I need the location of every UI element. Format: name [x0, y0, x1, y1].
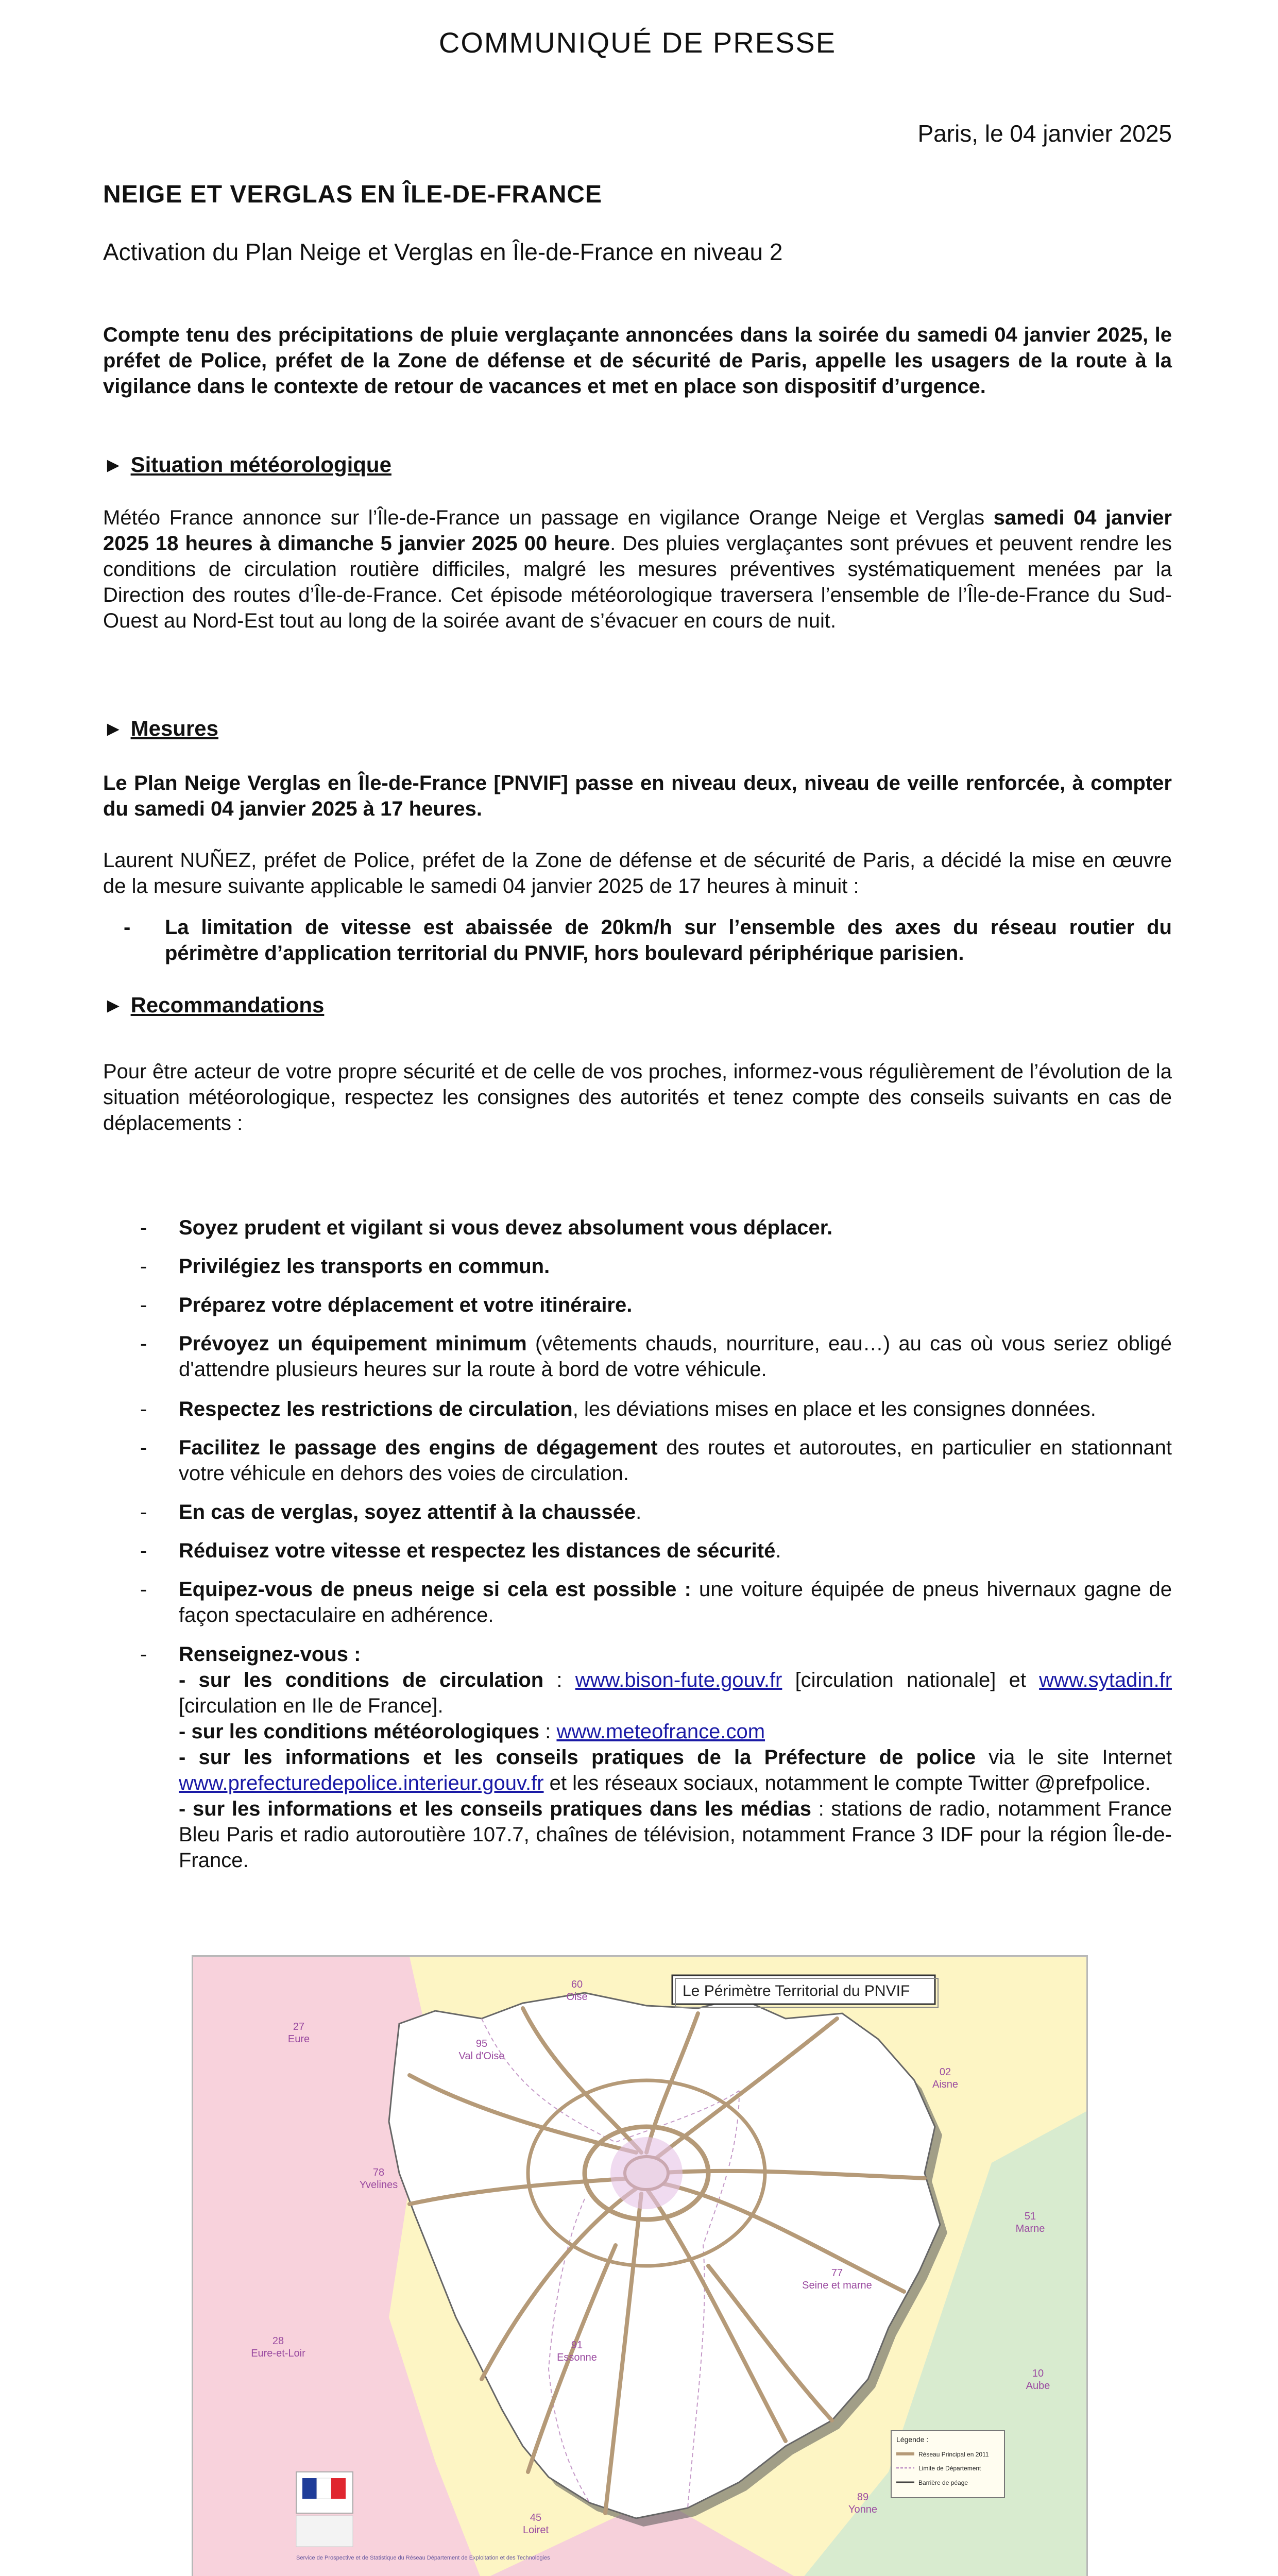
dept-name: Val d'Oise [458, 2050, 505, 2062]
pnvif-map-svg [193, 1957, 1086, 2576]
headline: NEIGE ET VERGLAS EN ÎLE-DE-FRANCE [103, 181, 603, 208]
section-meteo-heading: ► Situation météorologique [103, 452, 391, 477]
dept-name: Aube [1026, 2380, 1050, 2392]
reco-item: - Equipez-vous de pneus neige si cela est possible : une voiture équipée de pneus hivernaux gagne de façon spectaculaire en adhérence. [140, 1578, 1172, 1626]
dept-name: Marne [1015, 2223, 1045, 2234]
dept-num: 10 [1032, 2368, 1044, 2379]
dept-num: 77 [831, 2267, 843, 2279]
pnvif-map [192, 1955, 1088, 2576]
dept-name: Eure-et-Loir [251, 2348, 305, 2359]
dept-name: Seine et marne [802, 2280, 872, 2291]
reco-item-renseignez-vous: - Renseignez-vous : - sur les conditions de circulation : www.bison-fute.gouv.fr [circulation nationale] et www.sytadin.fr [circulation en Ile de France]. - sur les conditions météorologiques : www.meteofrance.com - sur les informations et les conseils pratiques de la Préfecture de police via le site Internet www.prefecturedepolice.interieur.gouv.fr et les réseaux sociaux, notamment le compte Twitter @prefpolice. - sur les informations et les conseils pratiques dans les médias : stations de radio, notamment France Bleu Paris et radio autoroutière 107.7, chaînes de télévision, notamment France 3 IDF pour la région Île-de-France. [140, 1643, 1172, 1872]
legend-item: Barrière de péage [918, 2479, 968, 2486]
dept-name: Yvelines [359, 2179, 398, 2191]
intro-paragraph: Compte tenu des précipitations de pluie verglaçante annoncées dans la soirée du samedi 04 janvier 2025, le préfet de Police, préfet de la Zone de défense et de sécurité de Paris, appelle les usagers de la route à la vigilance dans le contexte de retour de vacances et met en place son dispositif d’urgence. [103, 324, 1172, 398]
section-mesures-heading: ► Mesures [103, 716, 219, 740]
dept-name: Yonne [848, 2504, 877, 2515]
dept-num: 45 [530, 2512, 542, 2523]
reco-item: - Préparez votre déplacement et votre itinéraire. [140, 1294, 633, 1316]
arrow-icon: ► [103, 994, 124, 1017]
map-credit: Service de Prospective et de Statistique du Réseau Département de Exploitation et des Technologies [296, 2555, 550, 2561]
dept-name: Eure [287, 2033, 310, 2045]
mesure-item: - La limitation de vitesse est abaissée de 20km/h sur l’ensemble des axes du réseau routier du périmètre d’application territorial du PNVIF, hors boulevard périphérique parisien. [124, 916, 1172, 964]
reco-intro-paragraph: Pour être acteur de votre propre sécurité et de celle de vos proches, informez-vous régulièrement de l’évolution de la situation météorologique, respectez les consignes des autorités et tenez compte des conseils suivants en cas de déplacements : [103, 1060, 1172, 1134]
reco-item: - En cas de verglas, soyez attentif à la chaussée. [140, 1501, 642, 1523]
legend-item: Réseau Principal en 2011 [918, 2451, 989, 2458]
reco-item: - Soyez prudent et vigilant si vous devez absolument vous déplacer. [140, 1216, 833, 1239]
dept-num: 27 [293, 2021, 305, 2032]
dept-num: 78 [372, 2167, 385, 2178]
dept-num: 02 [939, 2066, 951, 2078]
link-prefecture[interactable]: www.prefecturedepolice.interieur.gouv.fr [179, 1772, 544, 1794]
link-meteofrance[interactable]: www.meteofrance.com [556, 1720, 765, 1743]
dept-num: 60 [571, 1979, 583, 1990]
reco-item: - Facilitez le passage des engins de dégagement des routes et autoroutes, en particulier en stationnant votre véhicule en dehors des voies de circulation. [140, 1436, 1172, 1485]
dept-name: Loiret [522, 2524, 549, 2536]
arrow-icon: ► [103, 454, 124, 477]
link-sytadin[interactable]: www.sytadin.fr [1039, 1669, 1172, 1691]
document-type-title: COMMUNIQUÉ DE PRESSE [438, 26, 837, 59]
dept-num: 89 [857, 2492, 869, 2503]
date-line: Paris, le 04 janvier 2025 [917, 120, 1172, 147]
legend-item: Limite de Département [918, 2465, 981, 2472]
dept-name: Aisne [932, 2079, 959, 2090]
urban-areas [610, 2137, 683, 2209]
government-logo [296, 2472, 353, 2547]
dept-num: 91 [571, 2340, 583, 2351]
dept-name: Essonne [557, 2352, 597, 2363]
mesures-bold-paragraph: Le Plan Neige Verglas en Île-de-France [PNVIF] passe en niveau deux, niveau de veille renforcée, à compter du samedi 04 janvier 2025 à 17 heures. [103, 772, 1172, 820]
dept-num: 95 [475, 2038, 488, 2049]
meteo-paragraph: Météo France annonce sur l’Île-de-France un passage en vigilance Orange Neige et Verglas samedi 04 janvier 2025 18 heures à dimanche 5 janvier 2025 00 heure. Des pluies verglaçantes sont prévues et peuvent rendre les conditions de circulation routière difficiles, malgré les mesures préventives systématiquement menées par la Direction des routes d’Île-de-France. Cet épisode météorologique traversera l’ensemble de l’Île-de-France du Sud-Ouest au Nord-Est tout au long de la soirée avant de s’évacuer en cours de nuit. [103, 506, 1172, 632]
legend-title: Légende : [896, 2435, 929, 2444]
mesures-paragraph: Laurent NUÑEZ, préfet de Police, préfet de la Zone de défense et de sécurité de Paris, a décidé la mise en œuvre de la mesure suivante applicable le samedi 04 janvier 2025 de 17 heures à minuit : [103, 849, 1172, 897]
dept-num: 51 [1024, 2211, 1036, 2222]
dept-num: 28 [272, 2335, 284, 2347]
reco-item: - Privilégiez les transports en commun. [140, 1255, 550, 1278]
reco-item: - Réduisez votre vitesse et respectez les distances de sécurité. [140, 1539, 781, 1562]
arrow-icon: ► [103, 718, 124, 740]
link-bison-fute[interactable]: www.bison-fute.gouv.fr [575, 1669, 782, 1691]
subtitle: Activation du Plan Neige et Verglas en Île-de-France en niveau 2 [103, 239, 783, 265]
reco-item: - Prévoyez un équipement minimum (vêtements chauds, nourriture, eau…) au cas où vous seriez obligé d'attendre plusieurs heures sur la route à bord de votre véhicule. [140, 1332, 1172, 1381]
section-reco-heading: ► Recommandations [103, 993, 325, 1017]
dept-name: Oise [566, 1991, 588, 2003]
map-title: Le Périmètre Territorial du PNVIF [683, 1982, 910, 1999]
reco-item: - Respectez les restrictions de circulation, les déviations mises en place et les consignes données. [140, 1398, 1096, 1420]
